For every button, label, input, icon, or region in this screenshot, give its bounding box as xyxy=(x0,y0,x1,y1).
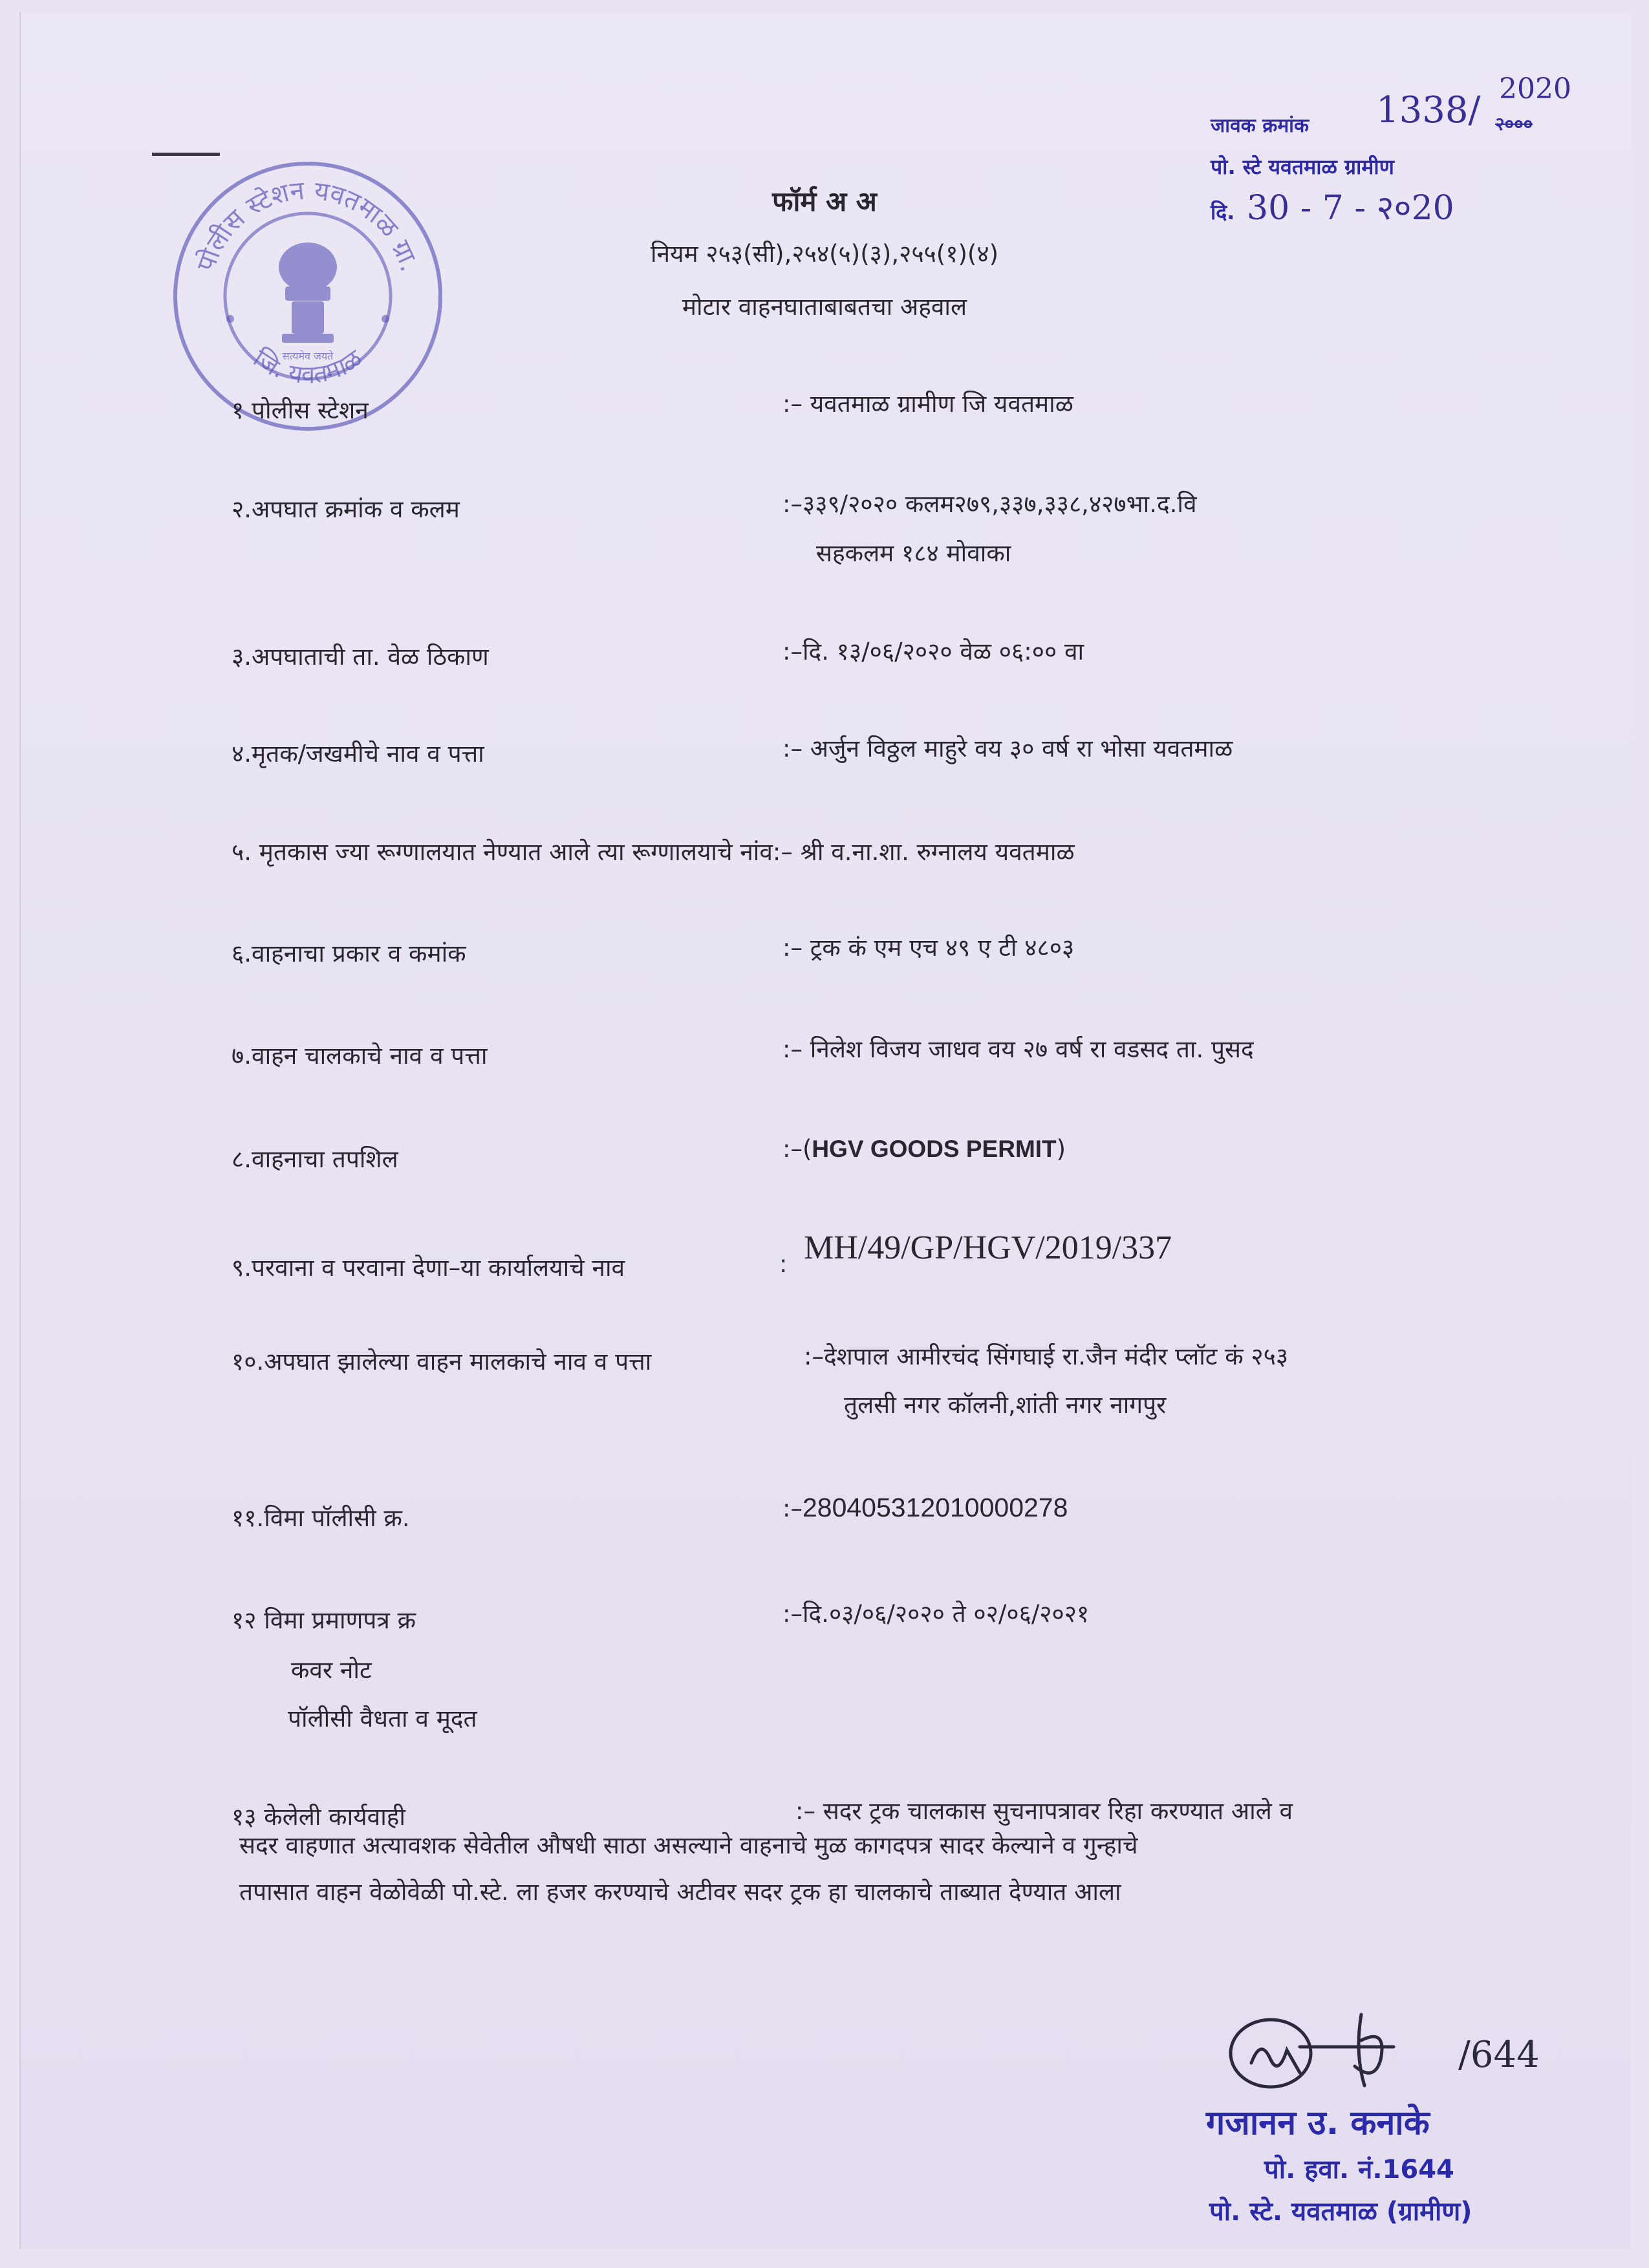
signatory-name: गजानन उ. कनाके xyxy=(1206,2104,1430,2143)
rule-reference: नियम २५३(सी),२५४(५)(३),२५५(१)(४) xyxy=(650,240,999,268)
signatory-station: पो. स्टे. यवतमाळ (ग्रामीण) xyxy=(1209,2197,1472,2227)
field-3-label: ३.अपघाताची ता. वेळ ठिकाण xyxy=(232,643,489,671)
seal-motto: सत्यमेव जयते xyxy=(282,350,334,362)
action-text-line-2: तपासात वाहन वेळोवेळी पो.स्टे. ला हजर करण्याचे अटीवर सदर ट्रक हा चालकाचे ताब्यात देण्यात आला xyxy=(239,1878,1121,1906)
permit-number: MH/49/GP/HGV/2019/337 xyxy=(804,1229,1172,1266)
field-8-prefix: :–( xyxy=(782,1135,812,1163)
field-11-value xyxy=(782,1493,1068,1523)
field-9-prefix: : xyxy=(779,1250,788,1278)
form-title: फॉर्म अ अ xyxy=(772,186,877,217)
field-11-label: ११.विमा पॉलीसी क्र. xyxy=(232,1504,410,1532)
field-12-label-line3: पॉलीसी वैधता व मूदत xyxy=(288,1705,477,1733)
handwritten-number: 1338/ xyxy=(1376,89,1481,131)
field-10-label: १०.अपघात झालेल्या वाहन मालकाचे नाव व पत्ता xyxy=(232,1348,652,1376)
field-12-label-line2: कवर नोट xyxy=(291,1656,372,1684)
field-1-value: :– यवतमाळ ग्रामीण जि यवतमाळ xyxy=(782,390,1073,418)
field-2-label: २.अपघात क्रमांक व कलम xyxy=(232,495,460,523)
field-8-suffix: ) xyxy=(1056,1135,1066,1163)
field-4-label: ४.मृतक/जखमीचे नाव व पत्ता xyxy=(232,740,484,768)
field-5-label: ५. मृतकास ज्या रूग्णालयात नेण्यात आले त्या रूग्णालयाचे नांव:– श्री व.ना.शा. रुग्नालय यवतमाळ xyxy=(232,838,1075,866)
report-subject: मोटार वाहनघाताबाबतचा अहवाल xyxy=(682,293,967,321)
field-11-prefix: :– xyxy=(782,1495,803,1522)
field-8-value xyxy=(782,1135,1066,1163)
field-7-value: :– निलेश विजय जाधव वय २७ वर्ष रा वडसद ता. पुसद xyxy=(782,1035,1254,1063)
field-2-value-line2: सहकलम १८४ मोवाका xyxy=(816,539,1011,567)
field-1-label: १ पोलीस स्टेशन xyxy=(232,396,369,424)
field-6-value: :– ट्रक कं एम एच ४९ ए टी ४८०३ xyxy=(782,934,1075,962)
stamp-line1-prefix: जावक क्रमांक xyxy=(1211,114,1309,137)
field-12-value: :–दि.०३/०६/२०२० ते ०२/०६/२०२१ xyxy=(782,1600,1090,1628)
seal-text-bottom: जि. यवतमाळ xyxy=(248,343,367,389)
stamp-line2: पो. स्टे यवतमाळ ग्रामीण xyxy=(1211,155,1394,179)
action-text xyxy=(239,1822,1461,1916)
vehicle-permit-type: HGV GOODS PERMIT xyxy=(812,1136,1057,1162)
field-6-label: ६.वाहनाचा प्रकार व कमांक xyxy=(232,940,466,967)
field-10-value-line2: तुलसी नगर कॉलनी,शांती नगर नागपुर xyxy=(844,1391,1167,1419)
field-9-label: ९.परवाना व परवाना देणा–या कार्यालयाचे नाव xyxy=(232,1254,625,1282)
action-text-line-1: सदर वाहणात अत्यावशक सेवेतील औषधी साठा असल्याने वाहनाचे मुळ कागदपत्र सादर केल्याने व गुन्हाचे xyxy=(239,1831,1138,1859)
field-10-value: :–देशपाल आमीरचंद सिंगघाई रा.जैन मंदीर प्लॉट कं २५३ xyxy=(804,1343,1289,1370)
stamp-date-prefix: दि. xyxy=(1211,200,1235,224)
field-8-label: ८.वाहनाचा तपशिल xyxy=(232,1145,398,1173)
handwritten-year: 2020 xyxy=(1499,72,1571,105)
field-7-label: ७.वाहन चालकाचे नाव व पत्ता xyxy=(232,1042,488,1070)
insurance-policy-number: 280405312010000278 xyxy=(802,1493,1068,1522)
seal-text-top: पोलीस स्टेशन यवतमाळ ग्रा. xyxy=(191,175,425,275)
signatory-designation: पो. हवा. नं.1644 xyxy=(1264,2155,1454,2185)
field-2-value: :–३३९/२०२० कलम२७९,३३७,३३८,४२७भा.द.वि xyxy=(782,490,1197,518)
field-13-value: :– सदर ट्रक चालकास सुचनापत्रावर रिहा करण्यात आले व xyxy=(795,1797,1293,1825)
field-13-label: १३ केलेली कार्यवाही xyxy=(232,1803,406,1831)
struck-year: २००० xyxy=(1495,113,1533,135)
field-4-value: :– अर्जुन विठ्ठल माहुरे वय ३० वर्ष रा भोसा यवतमाळ xyxy=(782,735,1233,762)
field-12-label: १२ विमा प्रमाणपत्र क्र xyxy=(232,1606,416,1634)
handwritten-date: 30 - 7 - २०20 xyxy=(1247,189,1454,228)
field-3-value: :–दि. १३/०६/२०२० वेळ ०६:०० वा xyxy=(782,638,1084,665)
signature-number: /644 xyxy=(1458,2034,1540,2076)
